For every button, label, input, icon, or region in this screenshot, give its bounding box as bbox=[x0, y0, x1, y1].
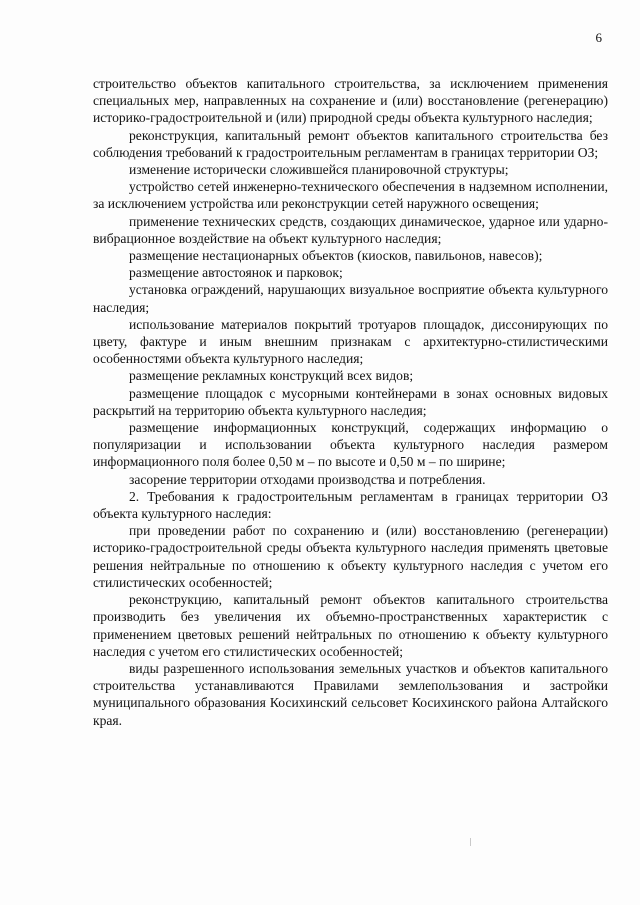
paragraph-prohibition-parking: размещение автостоянок и парковок; bbox=[129, 265, 343, 281]
paragraph-requirement-color-solutions: при проведении работ по сохранению и (или) восстановлению (регенерации) историко-градостроительной среды объекта культурного наследия применять цветовые решения нейтральные по отношению к объекту культурного наследия с учетом его стилистических особенностей; bbox=[93, 523, 608, 590]
paragraph-prohibition-littering: засорение территории отходами производства и потребления. bbox=[129, 471, 486, 487]
paragraph-requirement-reconstruction: реконструкцию, капитальный ремонт объектов капитального строительства производить без увеличения их объемно-пространственных характеристик с применением цветовых решений нейтральных по отношению к объекту культурного наследия с учетом его стилистических особенностей; bbox=[93, 592, 608, 659]
paragraph-prohibition-planning-structure: изменение исторически сложившейся планировочной структуры; bbox=[129, 162, 509, 178]
paragraph-requirement-land-use: виды разрешенного использования земельных участков и объектов капитального строительства устанавливаются Правилами землепользования и застройки муниципального образования Косихинский сельсовет Косихинского района Алтайского края. bbox=[93, 660, 608, 728]
paragraph-prohibition-waste-sites: размещение площадок с мусорными контейнерами в зонах основных видовых раскрытий на территорию объекта культурного наследия; bbox=[93, 385, 608, 418]
paragraph-section-2-heading: 2. Требования к градостроительным регламентам в границах территории ОЗ объекта культурного наследия: bbox=[93, 488, 608, 522]
paragraph-prohibition-dynamic-impact: применение технических средств, создающих динамическое, ударное или ударно-вибрационное воздействие на объект культурного наследия; bbox=[93, 213, 608, 246]
paragraph-prohibition-paving-materials: использование материалов покрытий тротуаров площадок, диссонирующих по цвету, фактуре и иным внешним признакам с архитектурно-стилистическими особенностями объекта культурного наследия; bbox=[93, 316, 608, 367]
paragraph-prohibition-capital-construction: строительство объектов капитального строительства, за исключением применения специальных мер, направленных на сохранение и (или) восстановление (регенерацию) историко-градостроительной и (или) природной среды объекта культурного наследия; bbox=[93, 76, 608, 126]
page-number: 6 bbox=[595, 30, 602, 45]
paragraph-prohibition-utility-networks: устройство сетей инженерно-технического обеспечения в надземном исполнении, за исключением устройства или реконструкции сетей наружного освещения; bbox=[93, 179, 608, 212]
scan-artifact bbox=[470, 838, 471, 846]
paragraph-prohibition-info-structures: размещение информационных конструкций, содержащих информацию о популяризации и использовании объекта культурного наследия размером информационного поля более 0,50 м – по высоте и 0,50 м – по ширине; bbox=[93, 420, 608, 470]
paragraph-prohibition-advertising: размещение рекламных конструкций всех видов; bbox=[129, 368, 414, 384]
paragraph-prohibition-reconstruction: реконструкция, капитальный ремонт объектов капитального строительства без соблюдения требований к градостроительным регламентам в границах территории ОЗ; bbox=[93, 127, 608, 160]
document-body bbox=[93, 75, 608, 729]
paragraph-prohibition-nonstationary-objects: размещение нестационарных объектов (киосков, павильонов, навесов); bbox=[129, 248, 543, 264]
paragraph-prohibition-fences: установка ограждений, нарушающих визуальное восприятие объекта культурного наследия; bbox=[93, 282, 608, 315]
